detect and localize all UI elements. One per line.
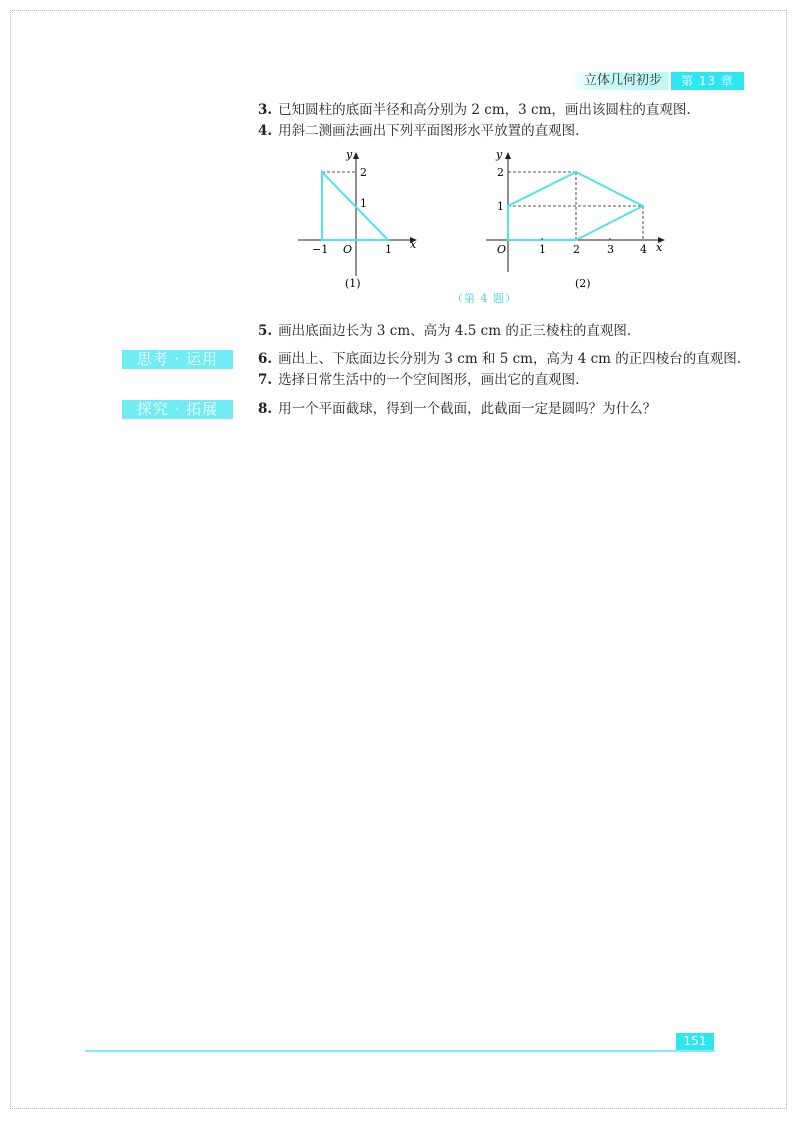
problem-5 [258,322,631,340]
chapter-number-badge: 第 13 章 [671,72,744,90]
svg-text:O: O [497,243,507,256]
svg-text:4: 4 [640,243,647,256]
problem-number: 8. [258,401,273,417]
problem-text: 画出底面边长为 3 cm、高为 4.5 cm 的正三棱柱的直观图. [278,323,632,339]
section-label-explore-extend: 探究 · 拓展 [122,400,233,419]
problem-6 [258,350,741,368]
page-number: 151 [676,1033,714,1050]
problem-text: 用一个平面截球，得到一个截面，此截面一定是圆吗？为什么？ [278,401,657,417]
problem-number: 4. [258,123,273,139]
svg-text:1: 1 [539,243,546,256]
svg-text:1: 1 [385,243,392,256]
figure-caption: （第 4 题） [452,292,517,305]
svg-text:2: 2 [497,166,504,179]
svg-text:(1): (1) [345,277,361,290]
problem-number: 3. [258,102,273,118]
svg-text:x: x [656,241,663,254]
problem-8 [258,400,656,418]
figure-2 [486,148,664,290]
svg-text:y: y [496,148,503,161]
svg-text:1: 1 [497,200,504,213]
problem-text: 画出上、下底面边长分别为 3 cm 和 5 cm，高为 4 cm 的正四棱台的直观图. [278,351,742,367]
chapter-title: 立体几何初步 [568,72,668,90]
svg-text:O: O [343,243,353,256]
problem-text: 已知圆柱的底面半径和高分别为 2 cm，3 cm，画出该圆柱的直观图. [278,102,691,118]
svg-text:2: 2 [360,166,367,179]
svg-text:3: 3 [607,243,614,256]
svg-text:x: x [410,238,417,251]
problem-number: 5. [258,323,273,339]
section-label-think-apply: 思考 · 运用 [122,350,233,369]
problem-number: 6. [258,351,273,367]
svg-text:1: 1 [360,197,367,210]
problem-text: 用斜二测画法画出下列平面图形水平放置的直观图. [278,123,580,139]
figure-1 [298,148,417,290]
problem-7 [258,371,579,389]
problem-4-figures [0,0,800,320]
svg-text:−1: −1 [312,243,329,256]
svg-text:2: 2 [573,243,580,256]
svg-text:y: y [346,148,353,161]
problem-number: 7. [258,372,273,388]
footer-rule [85,1050,715,1052]
svg-text:(2): (2) [575,277,591,290]
problem-text: 选择日常生活中的一个空间图形，画出它的直观图. [278,372,580,388]
